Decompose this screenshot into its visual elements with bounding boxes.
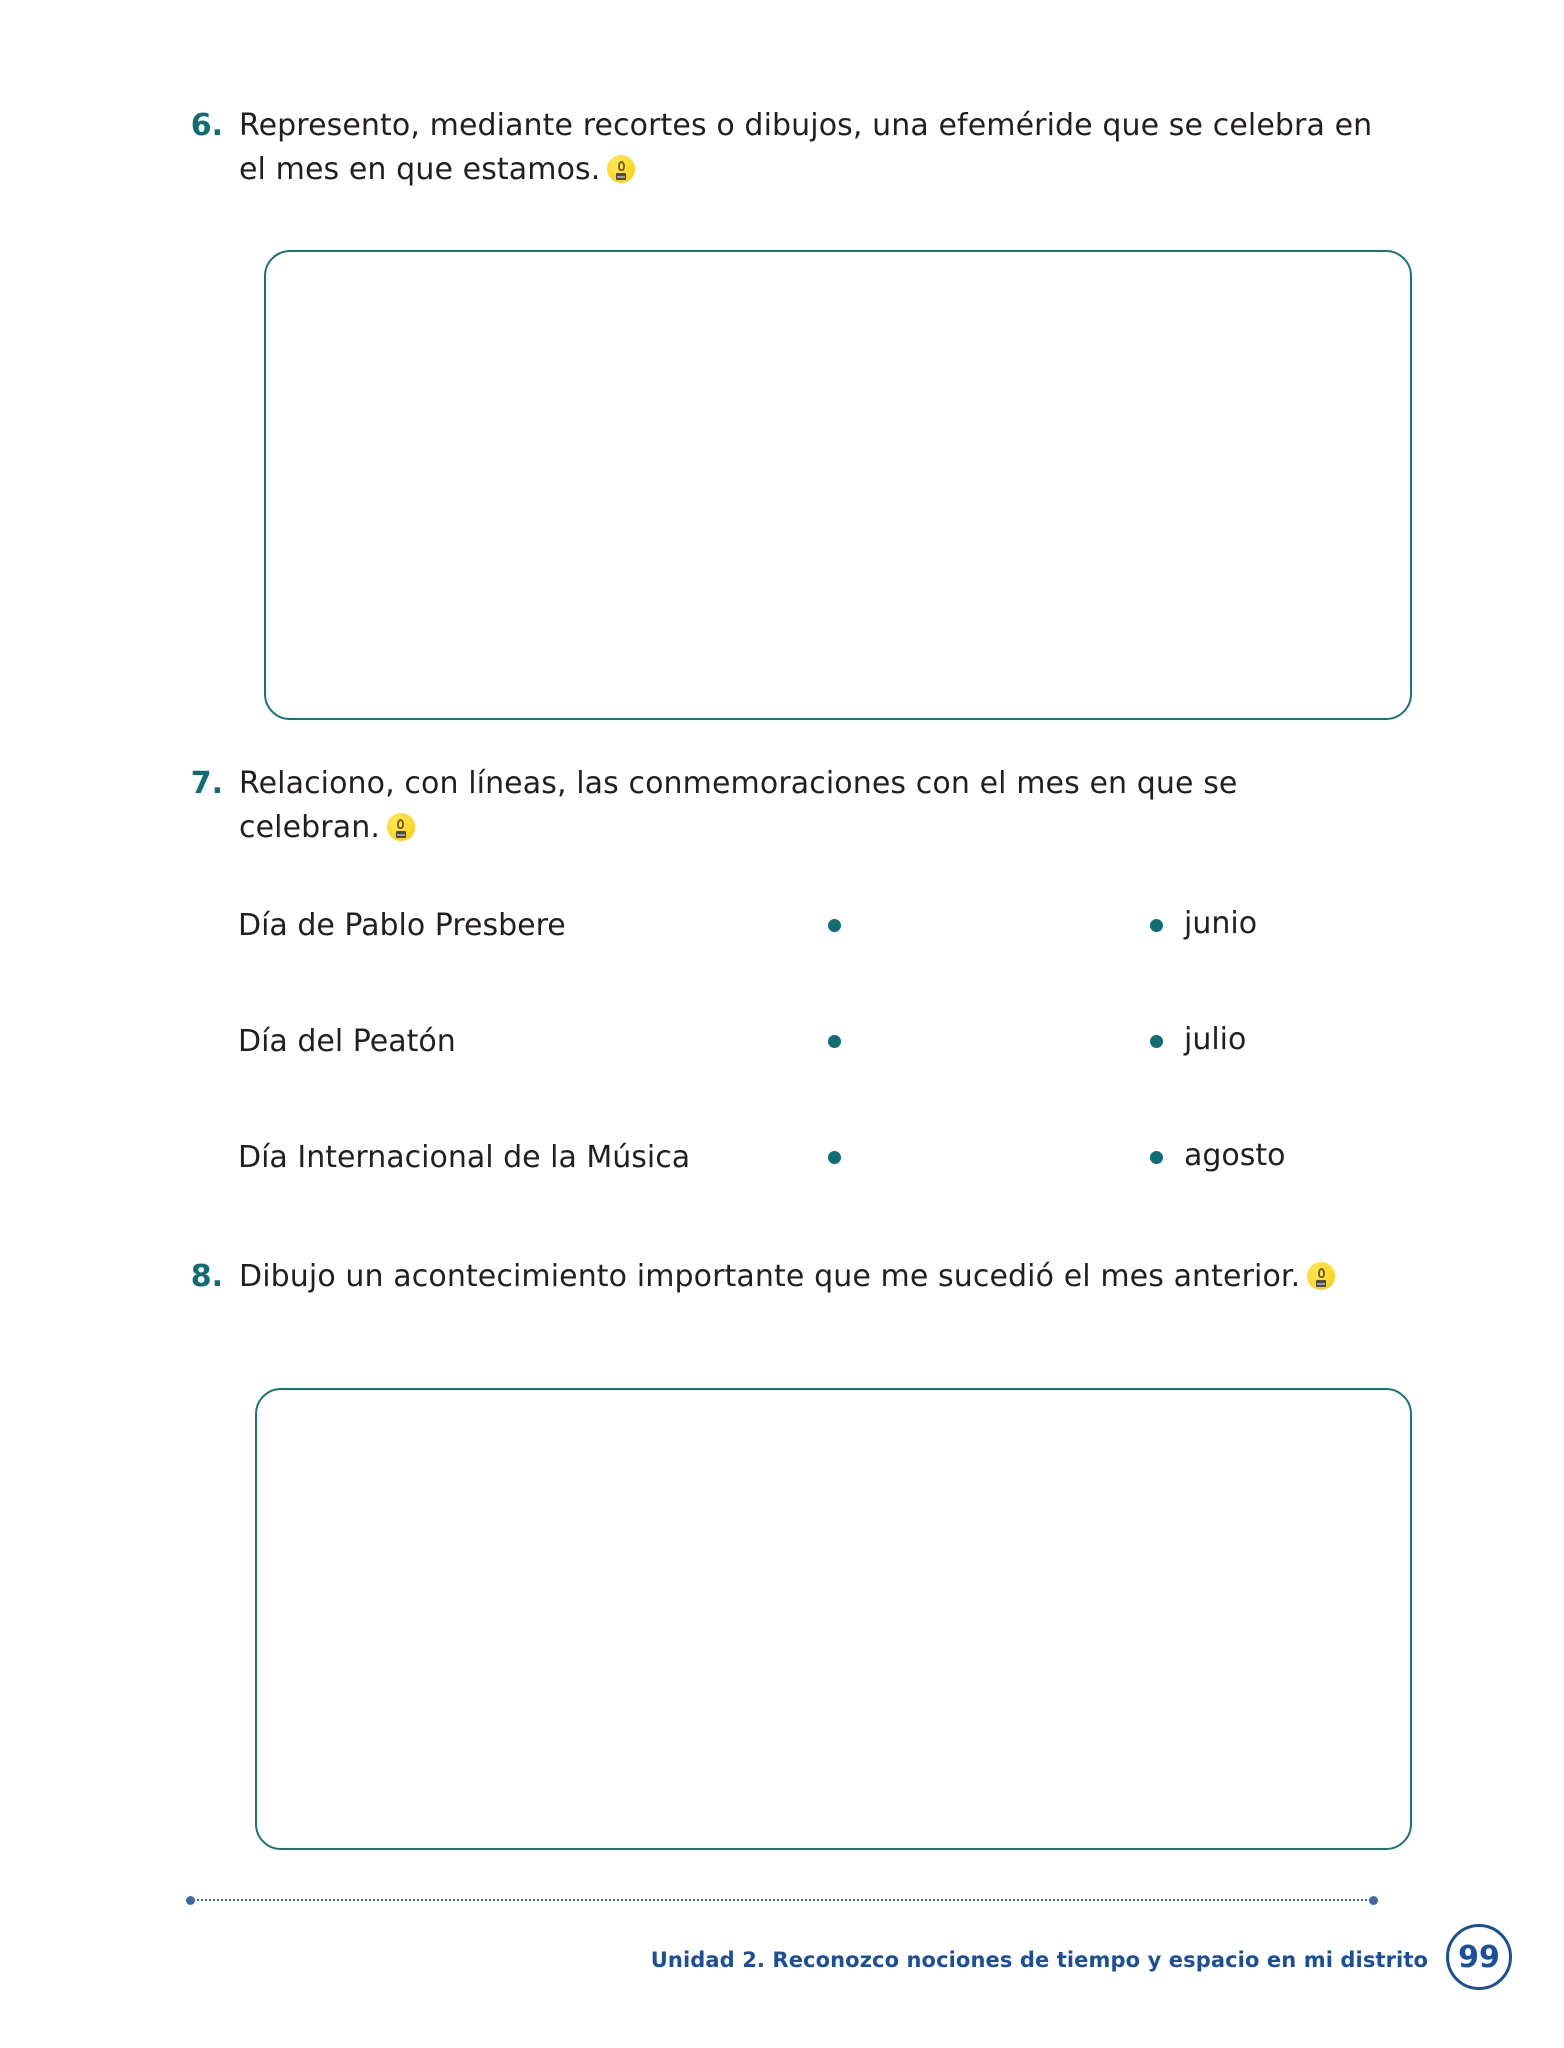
matching-right-item-3[interactable]: agosto (1184, 1138, 1286, 1173)
matching-right-dot-2[interactable] (1150, 1035, 1163, 1048)
exercise-6-instruction (239, 104, 1374, 193)
matching-left-dot-1[interactable] (828, 919, 841, 932)
exercise-6-header (185, 104, 1415, 193)
matching-right-item-2[interactable]: julio (1184, 1022, 1247, 1057)
matching-row-3 (238, 1138, 1418, 1254)
exercise-6 (185, 104, 1415, 193)
exercise-7-instruction (239, 762, 1374, 851)
lightbulb-icon (386, 813, 416, 843)
drawing-area-6[interactable] (264, 250, 1412, 720)
matching-left-item-3[interactable]: Día Internacional de la Música (238, 1140, 691, 1175)
drawing-area-8[interactable] (255, 1388, 1412, 1850)
lightbulb-icon (606, 155, 636, 185)
exercise-8-instruction (239, 1255, 1336, 1299)
lightbulb-icon (1306, 1262, 1336, 1292)
exercise-7-instruction-text: Relaciono, con líneas, las conmemoraciones con el mes en que se celebran. (239, 766, 1238, 846)
exercise-8-header (185, 1255, 1415, 1299)
exercise-8 (185, 1255, 1415, 1299)
matching-left-dot-2[interactable] (828, 1035, 841, 1048)
footer-divider (190, 1899, 1374, 1901)
exercise-8-number: 8. (190, 1259, 223, 1294)
matching-row-2 (238, 1022, 1418, 1138)
exercise-8-instruction-text: Dibujo un acontecimiento importante que me sucedió el mes anterior. (239, 1259, 1301, 1294)
exercise-7-number: 7. (190, 766, 223, 801)
exercise-6-instruction-text: Represento, mediante recortes o dibujos, una efeméride que se celebra en el mes en que estamos. (239, 108, 1373, 188)
matching-activity (238, 906, 1418, 1254)
exercise-7-header (185, 762, 1415, 851)
exercise-6-number: 6. (190, 108, 223, 143)
matching-right-item-1[interactable]: junio (1184, 906, 1258, 941)
matching-right-dot-3[interactable] (1150, 1151, 1163, 1164)
matching-left-item-1[interactable]: Día de Pablo Presbere (238, 908, 566, 943)
footer-unit-label: Unidad 2. Reconozco nociones de tiempo y espacio en mi distrito (650, 1948, 1428, 1972)
matching-right-dot-1[interactable] (1150, 919, 1163, 932)
matching-row-1 (238, 906, 1418, 1022)
matching-left-dot-3[interactable] (828, 1151, 841, 1164)
matching-left-item-2[interactable]: Día del Peatón (238, 1024, 456, 1059)
exercise-7 (185, 762, 1415, 851)
page-number: 99 (1446, 1924, 1512, 1990)
